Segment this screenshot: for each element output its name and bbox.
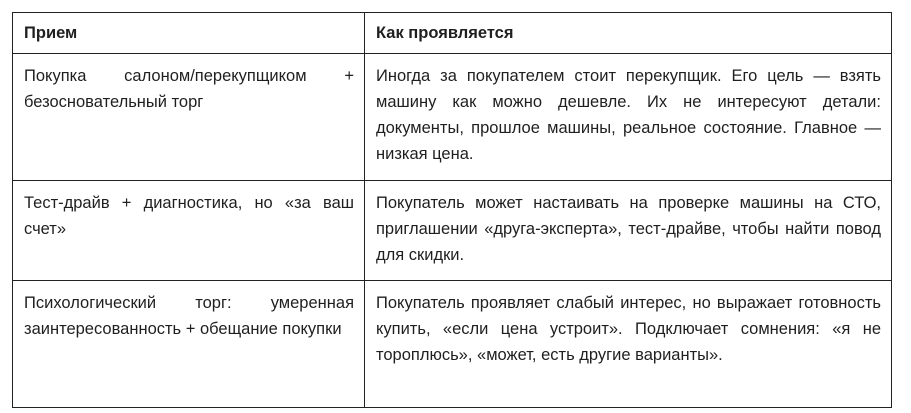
technique-cell: Тест-драйв + диагностика, но «за ваш счет» [13, 181, 365, 281]
table-row [13, 281, 892, 408]
techniques-table [12, 12, 892, 408]
document-table-container [12, 12, 891, 408]
technique-cell: Психологический торг: умеренная заинтересованность + обещание покупки [13, 281, 365, 408]
technique-cell: Покупка салоном/перекупщиком + безосновательный торг [13, 54, 365, 181]
header-technique: Прием [13, 13, 365, 54]
manifestation-cell: Покупатель проявляет слабый интерес, но выражает готовность купить, «если цена устроит». Подключает сомнения: «я не тороплюсь», «может, есть другие варианты». [365, 281, 892, 408]
table-header-row [13, 13, 892, 54]
table-row [13, 181, 892, 281]
manifestation-cell: Иногда за покупателем стоит перекупщик. Его цель — взять машину как можно дешевле. Их не интересуют детали: документы, прошлое машины, реальное состояние. Главное — низкая цена. [365, 54, 892, 181]
table-row [13, 54, 892, 181]
header-manifestation: Как проявляется [365, 13, 892, 54]
manifestation-cell: Покупатель может настаивать на проверке машины на СТО, приглашении «друга-эксперта», тест-драйве, чтобы найти повод для скидки. [365, 181, 892, 281]
